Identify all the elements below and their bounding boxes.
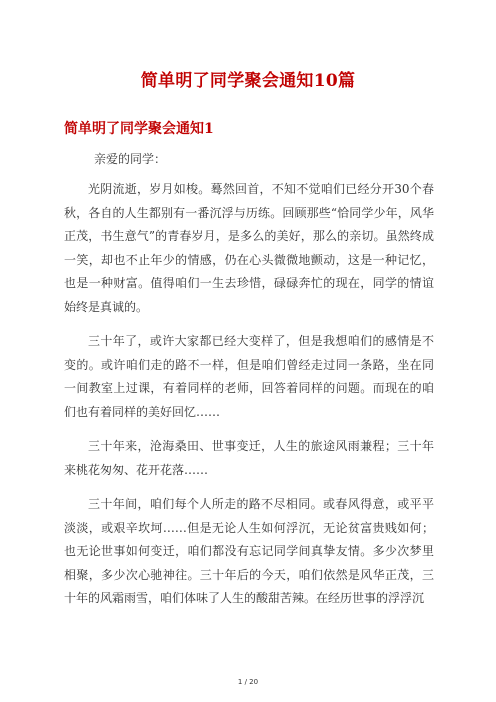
document-title: 简单明了同学聚会通知10篇: [140, 71, 356, 91]
paragraph-1: 光阴流逝，岁月如梭。蓦然回首，不知不觉咱们已经分开30个春秋，各自的人生都别有一番沉浮与历练。回顾那些“恰同学少年，风华正茂，书生意气”的青春岁月，是多么的美好，那么的亲切。虽然终成一笑，却也不止年少的情感，仍在心头微微地颤动，这是一种记忆，也是一种财富。值得咱们一生去珍惜，碌碌奔忙的现在，同学的情谊始终是真诚的。: [64, 182, 434, 314]
greeting-line: 亲爱的同学：: [94, 152, 167, 166]
section-heading: 简单明了同学聚会通知1: [64, 121, 214, 137]
paragraph-4: 三十年间，咱们每个人所走的路不尽相同。或春风得意，或平平淡淡，或艰辛坎坷……但是无论人生如何浮沉，无论贫富贵贱如何；也无论世事如何变迁，咱们都没有忘记同学间真挚友情。多少次梦里相聚，多少次心驰神往。三十年后的今天，咱们依然是风华正茂，三十年的风霜雨雪，咱们体味了人生的酸甜苦辣。在经历世事的浮浮沉: [64, 497, 434, 605]
paragraph-2: 三十年了，或许大家都已经大变样了，但是我想咱们的感情是不变的。或许咱们走的路不一样，但是咱们曾经走过同一条路，坐在同一间教室上过课，有着同样的老师，回答着同样的问题。而现在的咱们也有着同样的美好回忆……: [64, 334, 434, 419]
body-text: [64, 178, 434, 622]
paragraph-3: 三十年来，沧海桑田、世事变迁，人生的旅途风雨兼程；三十年来桃花匆匆、花开花落……: [64, 439, 434, 477]
page-number: 1 / 20: [237, 678, 259, 686]
